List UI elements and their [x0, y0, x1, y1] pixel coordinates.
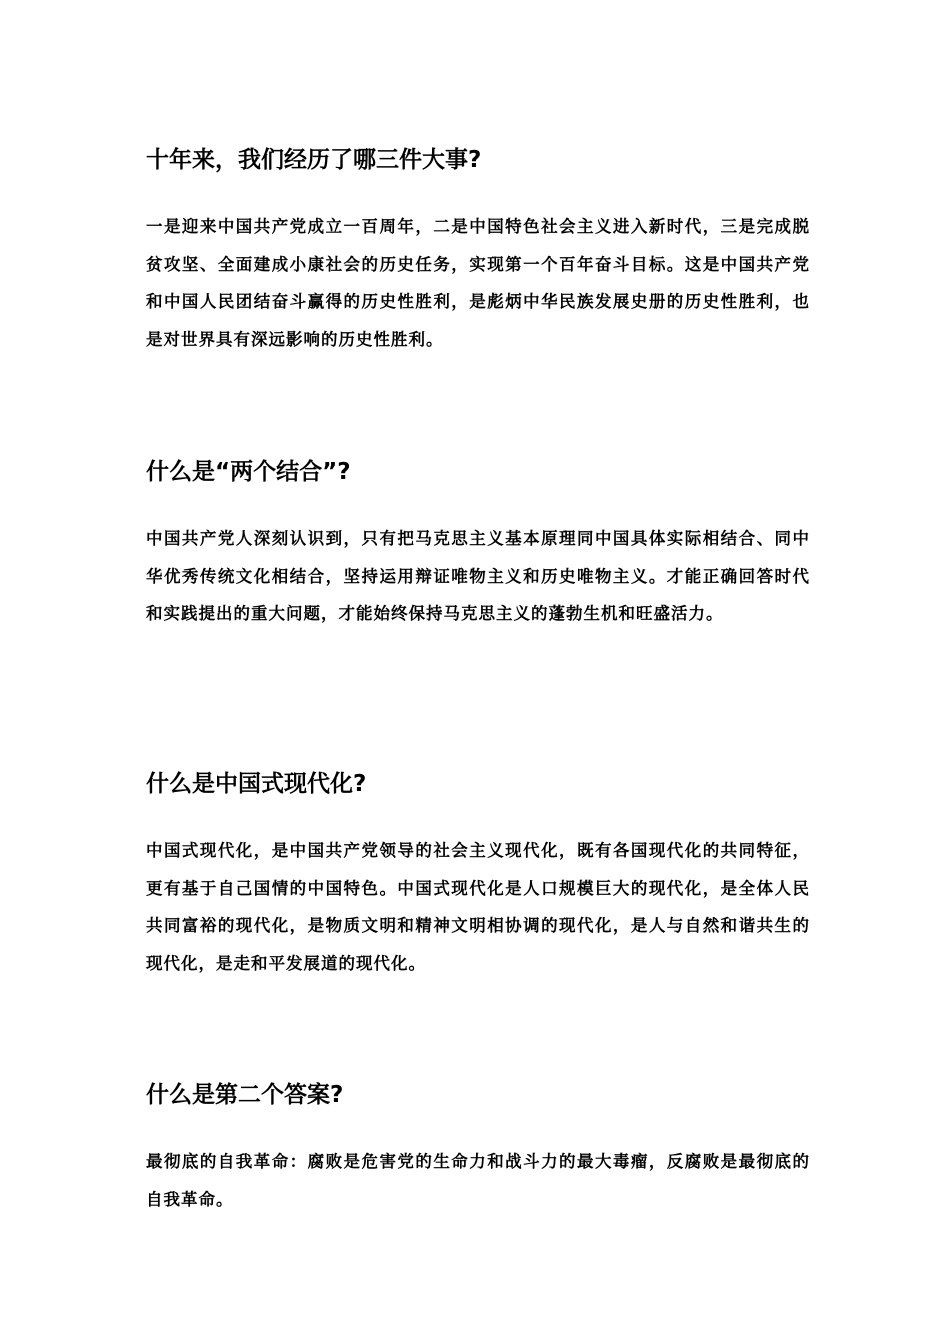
section-heading: 什么是第二个答案?: [146, 1082, 344, 1108]
section-body: 一是迎来中国共产党成立一百周年，二是中国特色社会主义进入新时代，三是完成脱贫攻坚、全面建成小康社会的历史任务，实现第一个百年奋斗目标。这是中国共产党和中国人民团结奋斗赢得的历史性胜利，是彪炳中华民族发展史册的历史性胜利，也是对世界具有深远影响的历史性胜利。: [146, 217, 810, 349]
qa-section-three-major-events: [146, 145, 810, 358]
section-heading: 什么是中国式现代化?: [146, 771, 367, 797]
section-heading: 十年来，我们经历了哪三件大事?: [146, 147, 482, 173]
qa-section-second-answer: [146, 1080, 810, 1218]
qa-section-chinese-modernization: [146, 769, 810, 982]
section-heading: 什么是“两个结合”?: [146, 459, 351, 485]
qa-section-two-combinations: [146, 457, 810, 633]
section-body: 中国共产党人深刻认识到，只有把马克思主义基本原理同中国具体实际相结合、同中华优秀传统文化相结合，坚持运用辩证唯物主义和历史唯物主义。才能正确回答时代和实践提出的重大问题，才能始终保持马克思主义的蓬勃生机和旺盛活力。: [146, 529, 810, 623]
section-body: 最彻底的自我革命：腐败是危害党的生命力和战斗力的最大毒瘤，反腐败是最彻底的自我革命。: [146, 1152, 810, 1209]
section-body: 中国式现代化，是中国共产党领导的社会主义现代化，既有各国现代化的共同特征，更有基于自己国情的中国特色。中国式现代化是人口规模巨大的现代化，是全体人民共同富裕的现代化，是物质文明和精神文明相协调的现代化，是人与自然和谐共生的现代化，是走和平发展道的现代化。: [146, 841, 810, 973]
